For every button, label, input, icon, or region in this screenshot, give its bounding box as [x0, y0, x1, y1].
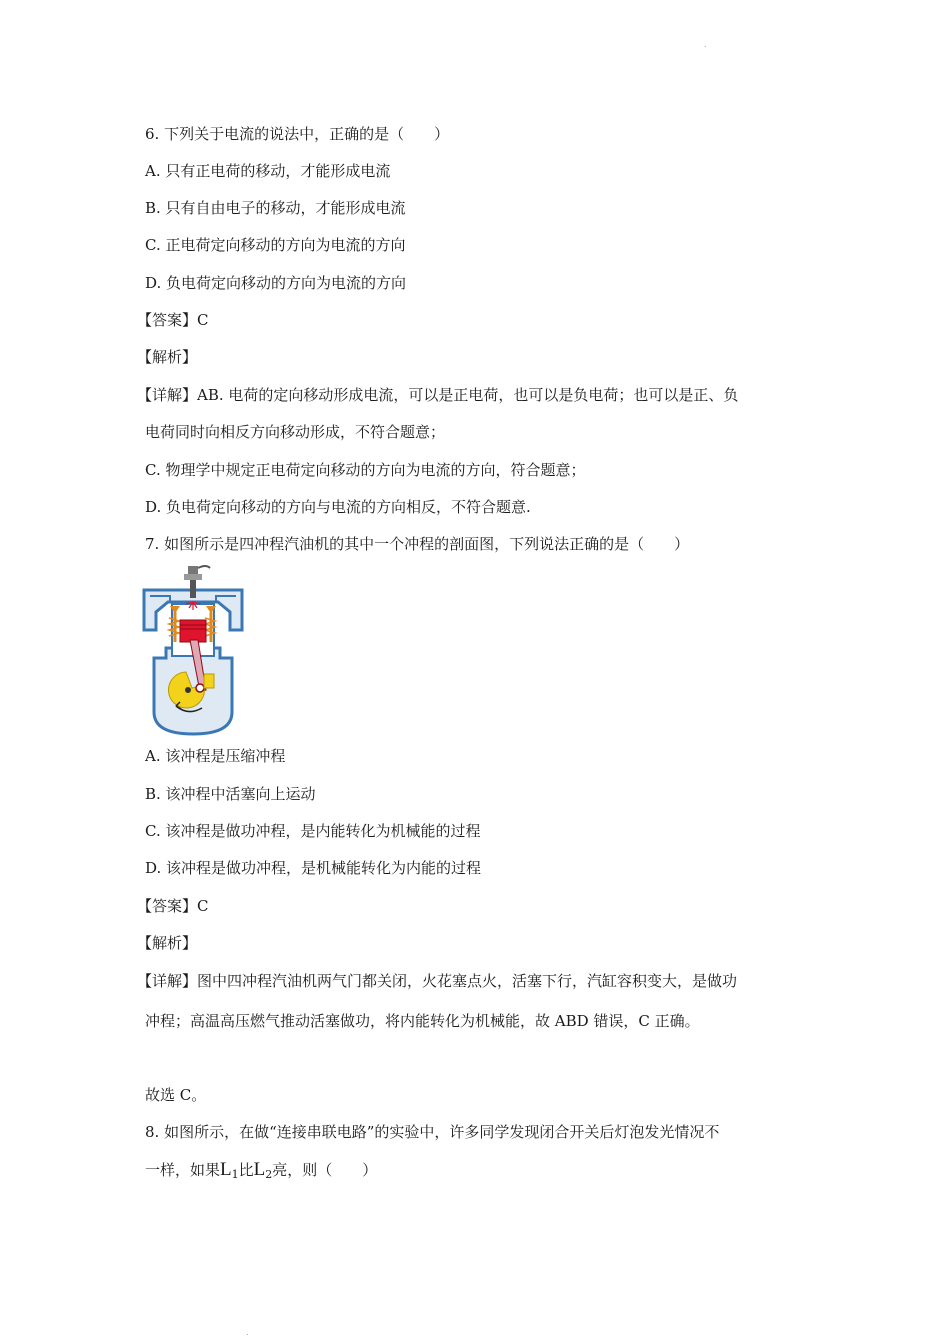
- q7-option-a: A. 该冲程是压缩冲程: [145, 747, 286, 765]
- q6-detail-line-3: C. 物理学中规定正电荷定向移动的方向为电流的方向，符合题意；: [145, 461, 586, 479]
- q6-stem: 6. 下列关于电流的说法中，正确的是（ ）: [145, 125, 450, 143]
- q7-answer: 【答案】C: [137, 897, 209, 915]
- q7-detail-line-2: 冲程；高温高压燃气推动活塞做功，将内能转化为机械能，故 ABD 错误，C 正确。: [145, 1012, 700, 1030]
- lamp-l1-symbol: L: [220, 1159, 232, 1180]
- q8-stem-line-2: [145, 1160, 377, 1185]
- q8-stem-compare: 比: [238, 1161, 254, 1179]
- footer-mark: .: [246, 1328, 249, 1337]
- q7-option-b: B. 该冲程中活塞向上运动: [145, 785, 316, 803]
- q7-option-d: D. 该冲程是做功冲程，是机械能转化为内能的过程: [145, 859, 482, 877]
- q6-option-a: A. 只有正电荷的移动，才能形成电流: [145, 162, 391, 180]
- q7-stem: 7. 如图所示是四冲程汽油机的其中一个冲程的剖面图，下列说法正确的是（ ）: [145, 535, 690, 553]
- q8-stem-prefix: 一样，如果: [145, 1161, 221, 1179]
- q7-analysis-label: 【解析】: [137, 934, 198, 952]
- lamp-l2-symbol: L: [253, 1159, 266, 1180]
- corner-mark: .: [704, 40, 707, 49]
- q6-detail-line-1: 【详解】AB. 电荷的定向移动形成电流，可以是正电荷，也可以是负电荷；也可以是正、负: [137, 386, 739, 404]
- q6-detail-line-4: D. 负电荷定向移动的方向与电流的方向相反，不符合题意.: [145, 498, 531, 516]
- q6-detail-line-2: 电荷同时向相反方向移动形成，不符合题意；: [145, 423, 446, 441]
- q7-conclusion: 故选 C。: [145, 1086, 207, 1104]
- lamp-l2-subscript: 2: [265, 1168, 273, 1181]
- q6-answer: 【答案】C: [137, 311, 209, 329]
- q6-option-b: B. 只有自由电子的移动，才能形成电流: [145, 199, 406, 217]
- q6-option-d: D. 负电荷定向移动的方向为电流的方向: [145, 274, 407, 292]
- q6-analysis-label: 【解析】: [137, 348, 198, 366]
- lamp-l1-subscript: 1: [231, 1168, 239, 1181]
- q7-detail-line-1: 【详解】图中四冲程汽油机两气门都关闭，火花塞点火，活塞下行，汽缸容积变大，是做功: [137, 972, 738, 990]
- engine-diagram: [140, 562, 246, 738]
- q7-option-c: C. 该冲程是做功冲程，是内能转化为机械能的过程: [145, 822, 481, 840]
- q6-option-c: C. 正电荷定向移动的方向为电流的方向: [145, 236, 406, 254]
- q8-stem-suffix: 亮，则（ ）: [272, 1161, 378, 1179]
- q8-stem-line-1: 8. 如图所示，在做“连接串联电路”的实验中，许多同学发现闭合开关后灯泡发光情况不: [145, 1123, 720, 1141]
